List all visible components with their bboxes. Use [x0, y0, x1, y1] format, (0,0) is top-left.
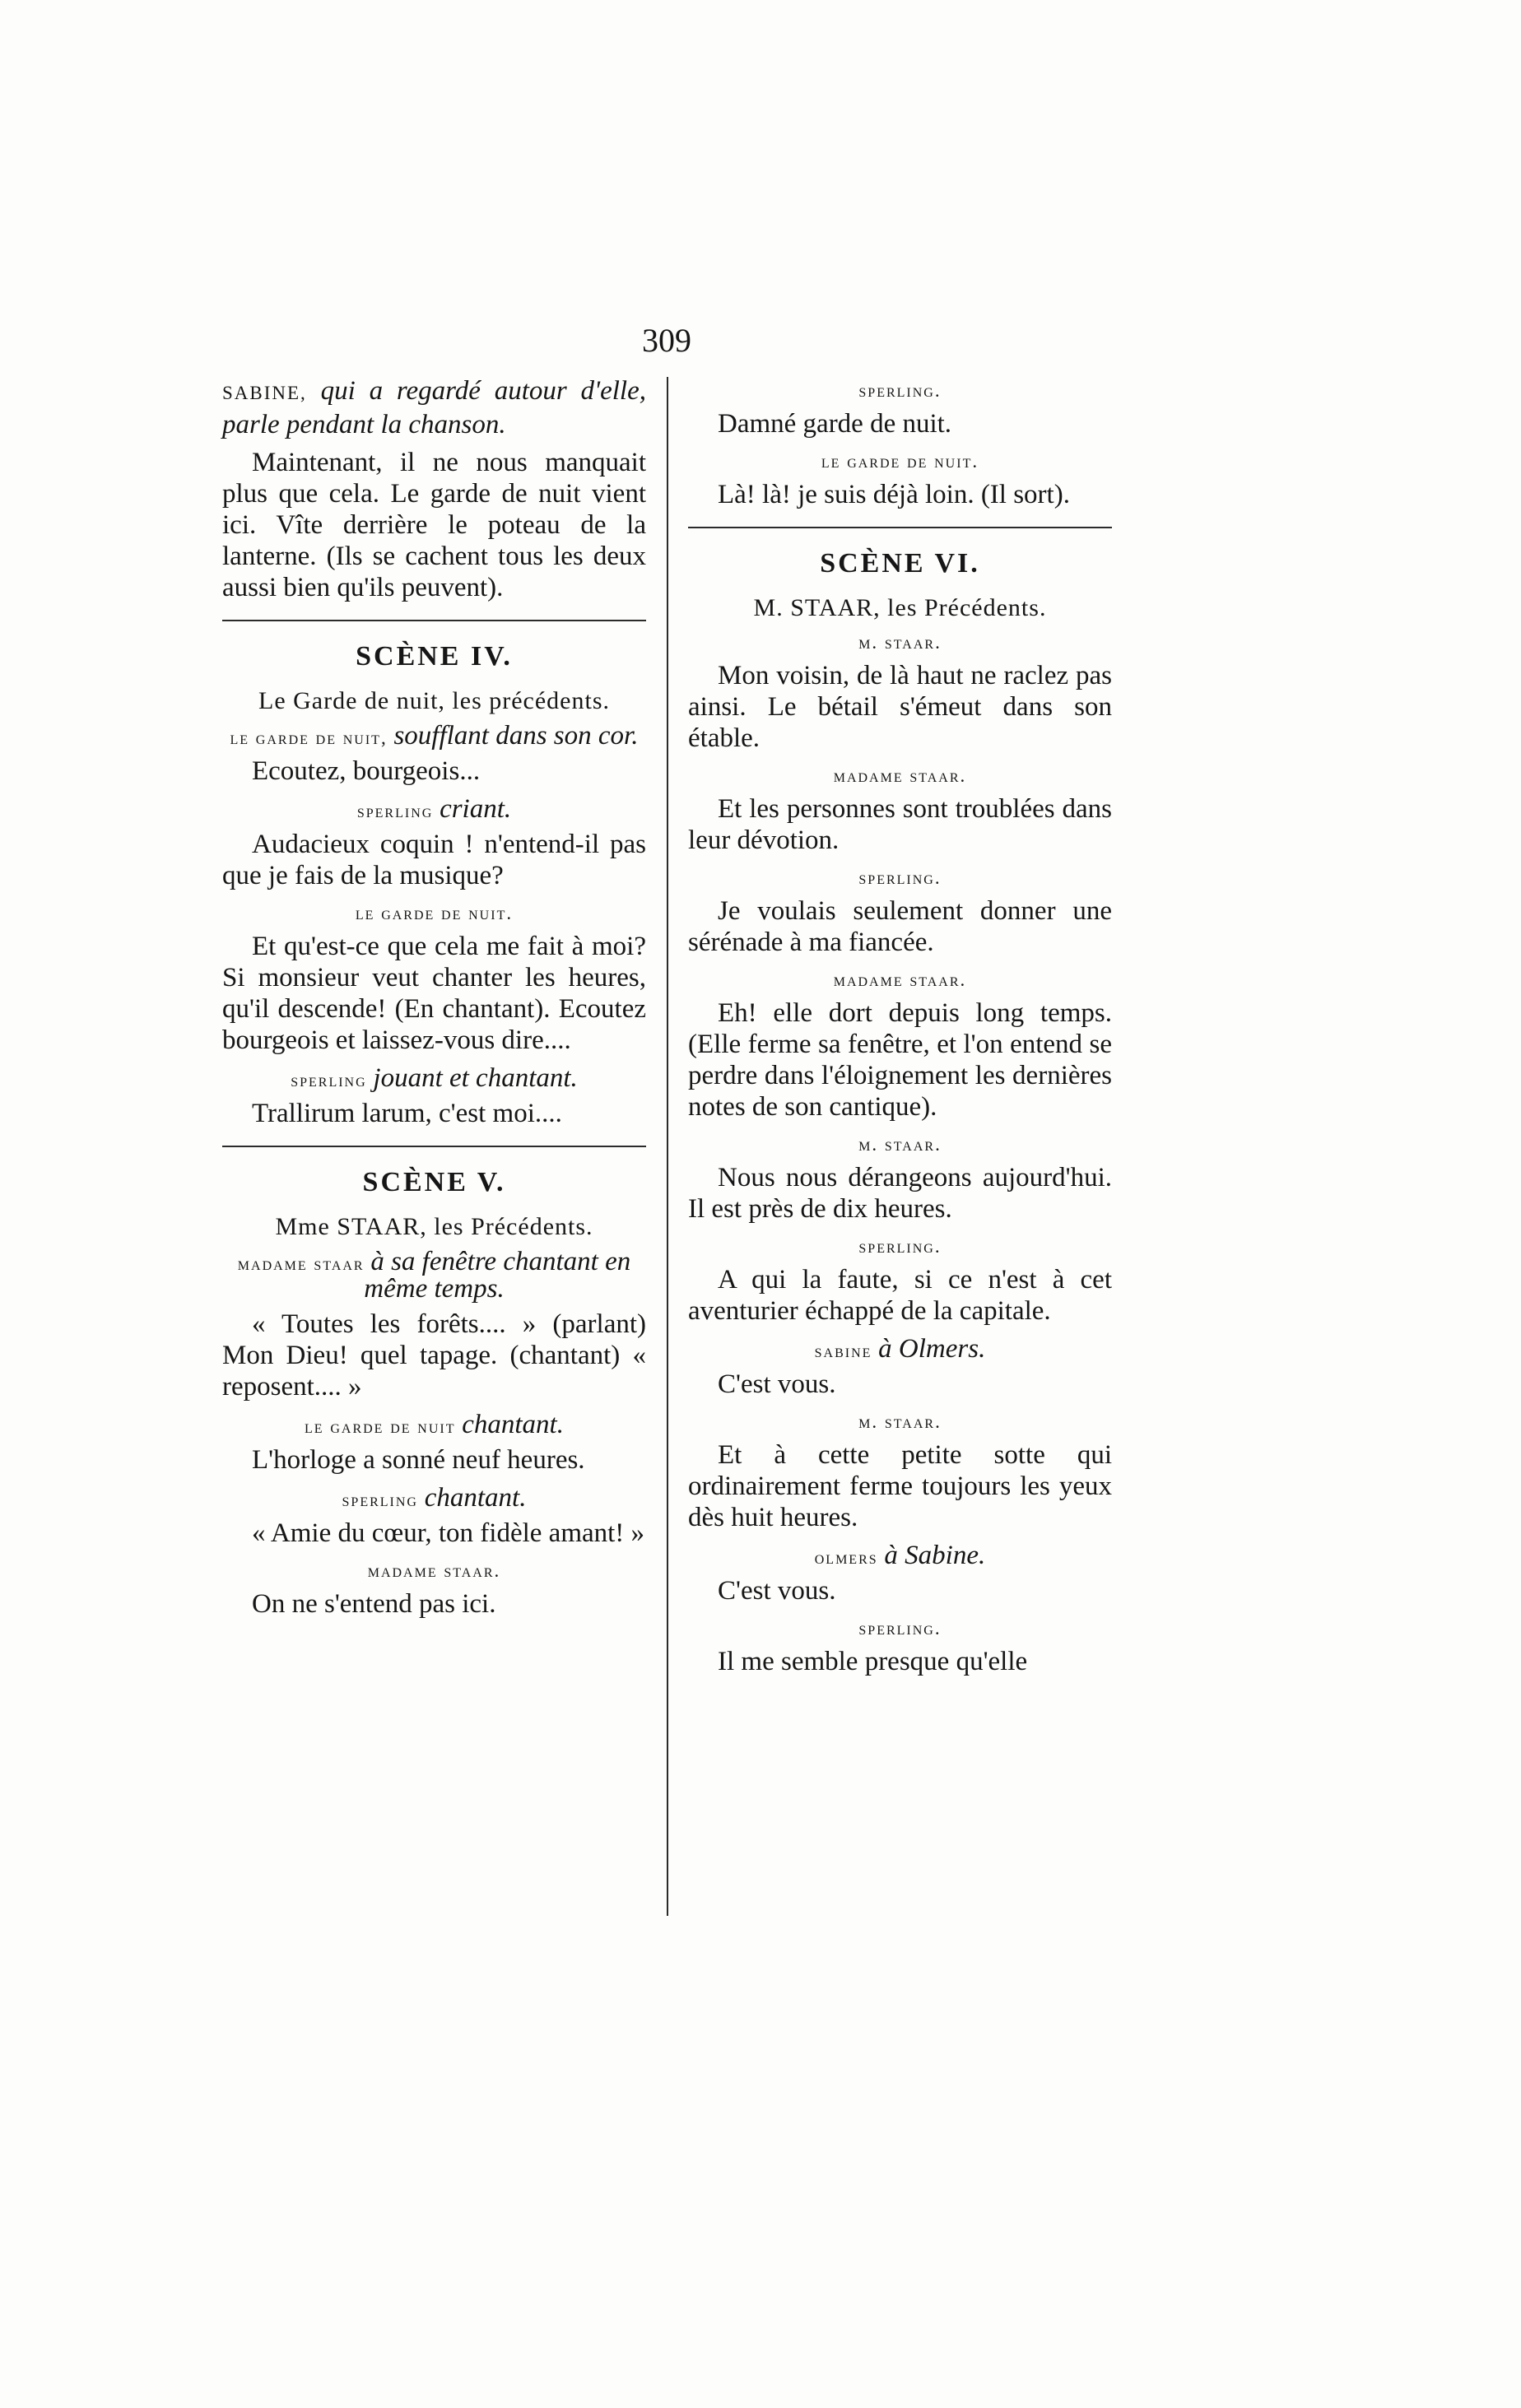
speaker-name: m. staar.	[858, 1411, 942, 1432]
dialogue-paragraph: Maintenant, il ne nous manquait plus que cela. Le garde de nuit vient ici. Vîte derrière le poteau de la lanterne. (Ils se cachent tous les deux aussi bien qu'ils peuvent).	[222, 448, 646, 602]
dialogue-paragraph: Audacieux coquin ! n'entend-il pas que je fais de la musique?	[222, 830, 646, 890]
stage-direction: à sa fenêtre chantant en même temps.	[364, 1247, 631, 1304]
speaker-line	[222, 1249, 646, 1304]
section-rule	[222, 620, 646, 621]
speaker-name: m. staar.	[858, 1134, 942, 1155]
speaker-line	[688, 1543, 1112, 1570]
scene-cast: Mme STAAR, les Précédents.	[275, 1213, 593, 1240]
stage-direction: jouant et chantant.	[373, 1063, 578, 1093]
dialogue-paragraph: Il me semble presque qu'elle	[718, 1647, 1028, 1676]
speaker-line	[222, 375, 646, 440]
speaker-line	[222, 1559, 646, 1583]
stage-direction: soufflant dans son cor.	[393, 721, 639, 751]
speaker-name: sperling.	[858, 1618, 942, 1639]
section-rule	[222, 1146, 646, 1147]
speaker-name: sperling.	[858, 1236, 942, 1257]
section-rule	[688, 527, 1112, 528]
speaker-line	[688, 630, 1112, 655]
dialogue-paragraph: Damné garde de nuit.	[718, 409, 952, 439]
speaker-line	[222, 901, 646, 926]
dialogue-paragraph: C'est vous.	[718, 1369, 836, 1399]
speaker-name: sabine	[814, 1341, 872, 1361]
right-column	[688, 372, 1112, 1687]
speaker-name: le garde de nuit,	[230, 728, 388, 748]
stage-direction: criant.	[440, 794, 512, 824]
column-divider	[667, 377, 668, 1916]
speaker-name: madame staar	[237, 1253, 365, 1274]
scene-heading: SCÈNE VI.	[820, 548, 980, 579]
speaker-line	[688, 1132, 1112, 1157]
dialogue-paragraph: Eh! elle dort depuis long temps. (Elle ferme sa fenêtre, et l'on entend se perdre dans l'éloignement les dernières notes de son cantique).	[688, 998, 1112, 1122]
dialogue-paragraph: A qui la faute, si ce n'est à cet aventurier échappé de la capitale.	[688, 1265, 1112, 1326]
speaker-line	[688, 1336, 1112, 1364]
speaker-name: sperling.	[858, 867, 942, 888]
speaker-name: sperling	[342, 1490, 418, 1510]
speaker-name: sperling	[356, 801, 434, 821]
speaker-line	[222, 1412, 646, 1439]
speaker-line	[688, 866, 1112, 890]
speaker-name: le garde de nuit	[305, 1416, 456, 1437]
scene-heading: SCÈNE V.	[362, 1167, 506, 1197]
dialogue-paragraph: Et les personnes sont troublées dans leur dévotion.	[688, 794, 1112, 855]
speaker-line	[688, 379, 1112, 403]
left-column	[222, 372, 646, 1629]
speaker-line	[688, 449, 1112, 474]
scene-cast: Le Garde de nuit, les précédents.	[258, 687, 610, 714]
dialogue-paragraph: On ne s'entend pas ici.	[252, 1589, 496, 1619]
speaker-line	[688, 1410, 1112, 1434]
dialogue-paragraph: C'est vous.	[718, 1576, 836, 1606]
speaker-name: madame staar.	[833, 969, 967, 990]
page-number: 309	[642, 322, 691, 359]
speaker-name: sperling	[291, 1070, 367, 1090]
dialogue-paragraph: Trallirum larum, c'est moi....	[252, 1099, 562, 1128]
speaker-line	[222, 794, 646, 824]
dialogue-paragraph: Je voulais seulement donner une sérénade à ma fiancée.	[688, 896, 1112, 957]
speaker-line	[222, 1063, 646, 1093]
dialogue-paragraph: Et qu'est-ce que cela me fait à moi? Si monsieur veut chanter les heures, qu'il descende! (En chantant). Ecoutez bourgeois et laissez-vous dire....	[222, 932, 646, 1055]
speaker-name: m. staar.	[858, 632, 942, 653]
scene-cast: M. STAAR, les Précédents.	[753, 594, 1047, 621]
speaker-name: olmers	[814, 1547, 878, 1568]
speaker-line	[222, 1485, 646, 1513]
speaker-name: SABINE,	[222, 383, 307, 403]
scene-heading: SCÈNE IV.	[356, 641, 513, 672]
speaker-line	[222, 723, 646, 751]
stage-direction: à Sabine.	[884, 1541, 986, 1570]
speaker-line	[688, 1234, 1112, 1259]
speaker-line	[688, 764, 1112, 788]
dialogue-paragraph: « Toutes les forêts.... » (parlant) Mon Dieu! quel tapage. (chantant) « reposent.... »	[222, 1309, 646, 1402]
dialogue-paragraph: Là! là! je suis déjà loin. (Il sort).	[718, 480, 1070, 509]
dialogue-paragraph: Ecoutez, bourgeois...	[252, 756, 481, 786]
dialogue-paragraph: Mon voisin, de là haut ne raclez pas ainsi. Le bétail s'émeut dans son étable.	[688, 661, 1112, 753]
stage-direction: qui a regardé autour d'elle, parle pendant la chanson.	[222, 376, 646, 439]
stage-direction: chantant.	[462, 1410, 564, 1439]
speaker-name: sperling.	[858, 380, 942, 401]
speaker-name: le garde de nuit.	[821, 451, 979, 472]
stage-direction: chantant.	[424, 1483, 527, 1513]
dialogue-paragraph: L'horloge a sonné neuf heures.	[252, 1445, 585, 1475]
dialogue-paragraph: « Amie du cœur, ton fidèle amant! »	[252, 1518, 645, 1548]
speaker-line	[688, 1616, 1112, 1641]
dialogue-paragraph: Nous nous dérangeons aujourd'hui. Il est près de dix heures.	[688, 1163, 1112, 1224]
stage-direction: à Olmers.	[878, 1334, 986, 1364]
speaker-name: madame staar.	[367, 1560, 501, 1581]
speaker-line	[688, 968, 1112, 992]
speaker-name: madame staar.	[833, 765, 967, 786]
speaker-name: le garde de nuit.	[355, 903, 514, 923]
dialogue-paragraph: Et à cette petite sotte qui ordinairement ferme toujours les yeux dès huit heures.	[688, 1440, 1112, 1532]
